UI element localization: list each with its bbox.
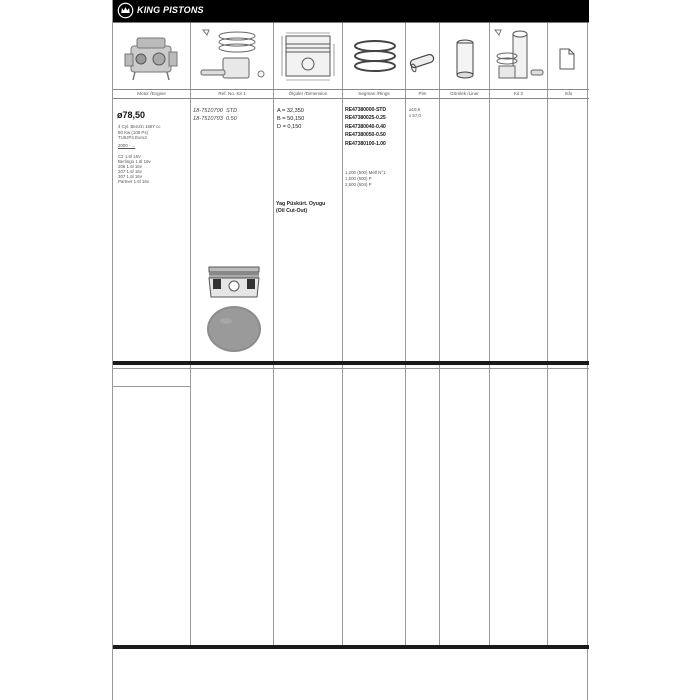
dimension-value: 32,350	[286, 108, 304, 114]
vehicle-model: 307 1.6l 16v	[118, 174, 142, 179]
ref-row	[193, 115, 237, 123]
ring-code: RE47380040	[345, 123, 375, 130]
engine-block-icon	[121, 32, 183, 84]
piston-side-photo-icon	[205, 265, 263, 301]
vehicle-model: Partner 1.6l 16v	[118, 179, 149, 184]
ref-size: STD	[225, 108, 238, 114]
vehicle-model: 206 1.6l 16v	[118, 164, 142, 169]
vehicle-model: Berlingo 1.6l 16v	[118, 159, 151, 164]
ring-code: RE47380050	[345, 132, 375, 139]
dimension-row: A = 32,350	[277, 108, 304, 114]
engine-spec-line: 80 Kw (109 Ps)	[118, 129, 149, 135]
ring-row: RE47380025-0.25	[345, 115, 386, 122]
dimension-label: D	[277, 124, 282, 131]
ring-spec: 1,500 (500) P	[345, 176, 372, 182]
piston-kit-icon	[195, 26, 269, 86]
dimension-value: 50,150	[287, 116, 305, 123]
dimension-label: B	[277, 116, 281, 123]
ring-size: 1.00	[375, 140, 386, 147]
piston-pin-icon	[407, 46, 437, 76]
ref-code: 18-7510703	[193, 116, 223, 122]
header-motor: Motor /Engine	[137, 91, 166, 96]
ring-spec: 2,500 (604) P	[345, 182, 372, 188]
ring-row: RE47380050-0.50	[345, 132, 386, 139]
ring-size: 0.40	[375, 123, 386, 130]
brand-name: KING PISTONS	[137, 5, 204, 15]
ring-row: RE47380100-1.00	[345, 140, 386, 147]
ring-code: RE47380025	[345, 115, 375, 122]
vehicle-model: C2 1.6l 16V	[118, 154, 141, 159]
ring-row: RE47380000-STD	[345, 107, 387, 113]
catalog-sheet	[112, 0, 588, 700]
header-liner: Gömlek /Liner	[450, 91, 479, 96]
crown-logo-icon	[117, 2, 134, 19]
header-dimension: Ölçüler /Dimension	[288, 91, 328, 96]
pin-diameter: ø19,6	[409, 107, 421, 112]
ring-list	[345, 106, 386, 148]
header-rings: Segman /Rings	[358, 91, 390, 96]
engine-spec-line: TU5JP4 Euro3	[118, 135, 147, 141]
oil-note-line: (Oil Cut-Out)	[276, 208, 308, 214]
dimension-row: B = 50,150	[277, 116, 305, 123]
piston-dimension-drawing-icon	[278, 30, 338, 85]
kit-2-icon	[491, 26, 547, 86]
engine-spec-line: 2000 - ...	[118, 142, 136, 148]
oil-note-line: Yag Püskürt. Oyugu	[276, 201, 326, 207]
engine-spec-list	[118, 124, 160, 148]
pin-spec	[409, 107, 421, 120]
ring-row: RE47380040-0.40	[345, 123, 386, 130]
header-kit2: Kit 2	[513, 91, 524, 96]
ref-code: 18-7510700	[193, 108, 223, 114]
piston-crown-photo-icon	[206, 305, 262, 353]
header-info: Info	[564, 91, 573, 96]
vehicle-model-list	[118, 154, 151, 184]
ring-spec-list	[345, 170, 386, 189]
dimension-value: 0,150	[287, 124, 302, 131]
ref-row	[193, 107, 237, 115]
bore-diameter: ø78,50	[117, 110, 146, 120]
header-pin: Pim	[418, 91, 427, 96]
ring-size: STD	[375, 107, 387, 113]
oil-cutout-note	[276, 201, 325, 215]
dimension-label: A	[277, 108, 281, 114]
vehicle-model: 207 1.6l 16v	[118, 169, 142, 174]
piston-rings-icon	[349, 36, 401, 80]
ring-code: RE47380000	[345, 107, 375, 113]
engine-spec-line: 4 Cyl. Benzin 1587 cc	[118, 124, 161, 129]
ring-code: RE47380100	[345, 140, 375, 147]
ref-list	[193, 107, 237, 123]
ring-size: 0.50	[375, 132, 386, 139]
dimension-list	[277, 107, 304, 132]
info-document-icon	[559, 48, 575, 70]
cylinder-liner-icon	[453, 38, 477, 82]
dimension-row: D = 0,150	[277, 124, 302, 131]
ring-spec: 1,200 (500) Metl N°1	[345, 170, 386, 175]
ref-size: 0.50	[225, 116, 237, 122]
brand-bar	[113, 0, 589, 22]
ring-size: 0.25	[375, 115, 386, 122]
pin-length: x 57,0	[409, 113, 421, 119]
header-ref: Ref. No. Kit 1	[218, 91, 246, 96]
